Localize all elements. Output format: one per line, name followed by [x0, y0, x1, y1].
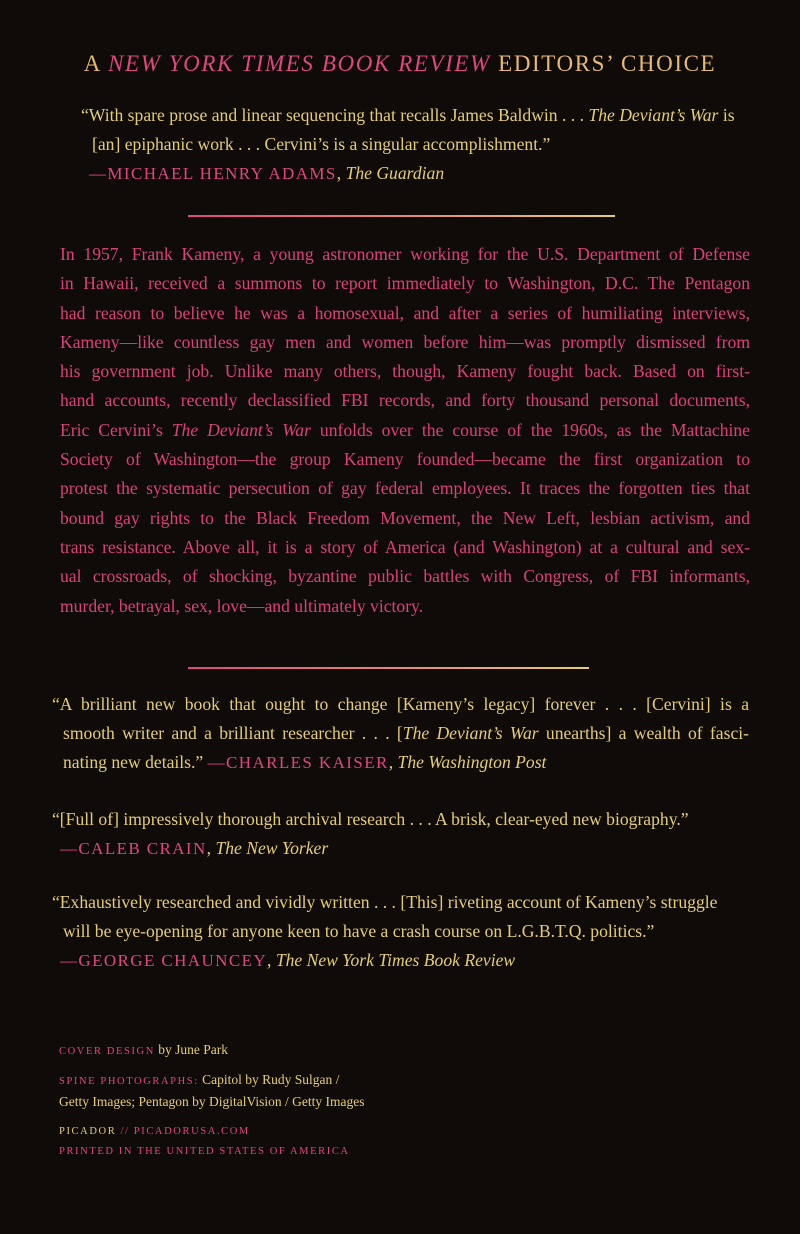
quote-line: “[Full of] impressively thorough archival research . . . A brisk, clear-eyed new biography.”	[52, 809, 689, 829]
headline-prefix: A	[83, 51, 109, 76]
quote-author: —CALEB CRAIN	[60, 839, 207, 858]
quote-author: —MICHAEL HENRY ADAMS	[89, 164, 337, 183]
description-line: protest the systematic persecution of gay federal employees. It traces the forgotten ties that	[60, 478, 750, 499]
description-line: Society of Washington—the group Kameny founded—became the first organization to	[60, 449, 750, 470]
quote-source: The New York Times Book Review	[275, 950, 516, 970]
quote-text: unearths] a wealth of fasci-	[538, 723, 749, 743]
description-line	[60, 416, 750, 445]
book-title: The Deviant’s War	[402, 723, 539, 743]
editors-choice-headline	[0, 48, 800, 80]
cover-credits	[59, 1040, 365, 1162]
description-text: unfolds over the course of the 1960s, as the Mattachine	[310, 419, 750, 440]
quote-author: —GEORGE CHAUNCEY	[60, 951, 268, 970]
description-line: bound gay rights to the Black Freedom Movement, the New Left, lesbian activism, and	[60, 507, 750, 528]
description-line: had reason to believe he was a homosexual, and after a series of humiliating interviews,	[60, 302, 750, 323]
description-line: In 1957, Frank Kameny, a young astronomer working for the U.S. Department of Defense	[60, 244, 750, 264]
headline-publication: NEW YORK TIMES BOOK REVIEW	[108, 51, 491, 76]
quote-line	[52, 719, 749, 748]
quote-attribution: —GEORGE CHAUNCEY, The New York Times Book Review	[60, 950, 516, 970]
credit-label: COVER DESIGN	[59, 1046, 155, 1057]
description-text: Eric Cervini’s	[60, 419, 172, 440]
quote-line	[81, 101, 735, 130]
description-line: in Hawaii, received a summons to report immediately to Washington, D.C. The Pentagon	[60, 273, 750, 294]
quote-text: smooth writer and a brilliant researcher . . . [	[63, 723, 403, 743]
divider-rule	[188, 215, 615, 217]
headline-suffix: EDITORS’ CHOICE	[490, 51, 717, 76]
quote-attribution: —MICHAEL HENRY ADAMS, The Guardian	[89, 163, 445, 183]
quote-nyt-book-review	[52, 888, 717, 975]
printed-in-line: PRINTED IN THE UNITED STATES OF AMERICA	[59, 1146, 350, 1157]
quote-line: “Exhaustively researched and vividly written . . . [This] riveting account of Kameny’s struggle	[52, 892, 718, 912]
quote-washington-post	[52, 690, 749, 777]
description-line: hand accounts, recently declassified FBI records, and forty thousand personal documents,	[60, 390, 750, 411]
spine-photo-credit	[59, 1070, 365, 1092]
publisher-website: // PICADORUSA.COM	[116, 1126, 250, 1137]
quote-source: The New Yorker	[215, 838, 329, 858]
quote-source: The Washington Post	[397, 752, 547, 772]
quote-line: [an] epiphanic work . . . Cervini’s is a singular accomplishment.”	[92, 134, 551, 154]
book-title: The Deviant’s War	[588, 105, 719, 125]
spine-photo-credit-continued: Getty Images; Pentagon by DigitalVision / Getty Images	[59, 1094, 365, 1109]
quote-author: —CHARLES KAISER	[207, 753, 389, 772]
book-title: The Deviant’s War	[171, 419, 311, 440]
cover-design-credit	[59, 1040, 365, 1062]
description-line: trans resistance. Above all, it is a story of America (and Washington) at a cultural and sex-	[60, 536, 750, 557]
quote-attribution: —CALEB CRAIN, The New Yorker	[60, 838, 329, 858]
description-line: Kameny—like countless gay men and women before him—was promptly dismissed from	[60, 331, 750, 352]
quote-line: “A brilliant new book that ought to change [Kameny’s legacy] forever . . . [Cervini] is a	[52, 694, 749, 714]
credit-label: SPINE PHOTOGRAPHS:	[59, 1076, 199, 1087]
quote-text: nating new details.”	[63, 752, 208, 772]
quote-text: “With spare prose and linear sequencing that recalls James Baldwin . . .	[81, 105, 589, 125]
publisher-line	[59, 1120, 365, 1142]
credit-value: by June Park	[154, 1042, 229, 1057]
description-line: murder, betrayal, sex, love—and ultimately victory.	[60, 595, 424, 616]
quote-new-yorker	[52, 805, 689, 863]
divider-rule	[188, 667, 589, 669]
book-description	[60, 240, 750, 621]
description-line: his government job. Unlike many others, though, Kameny fought back. Based on first-	[60, 361, 750, 382]
quote-line: will be eye-opening for anyone keen to have a crash course on L.G.B.T.Q. politics.”	[63, 921, 655, 941]
quote-text: is	[718, 105, 735, 125]
credit-value: Capitol by Rudy Sulgan /	[198, 1072, 340, 1087]
description-line: ual crossroads, of shocking, byzantine public battles with Congress, of FBI informants,	[60, 566, 750, 587]
publisher-name: PICADOR	[59, 1126, 117, 1137]
quote-guardian	[81, 101, 735, 188]
quote-source: The Guardian	[345, 163, 445, 183]
quote-line: nating new details.” —CHARLES KAISER, The Washington Post	[63, 752, 547, 772]
